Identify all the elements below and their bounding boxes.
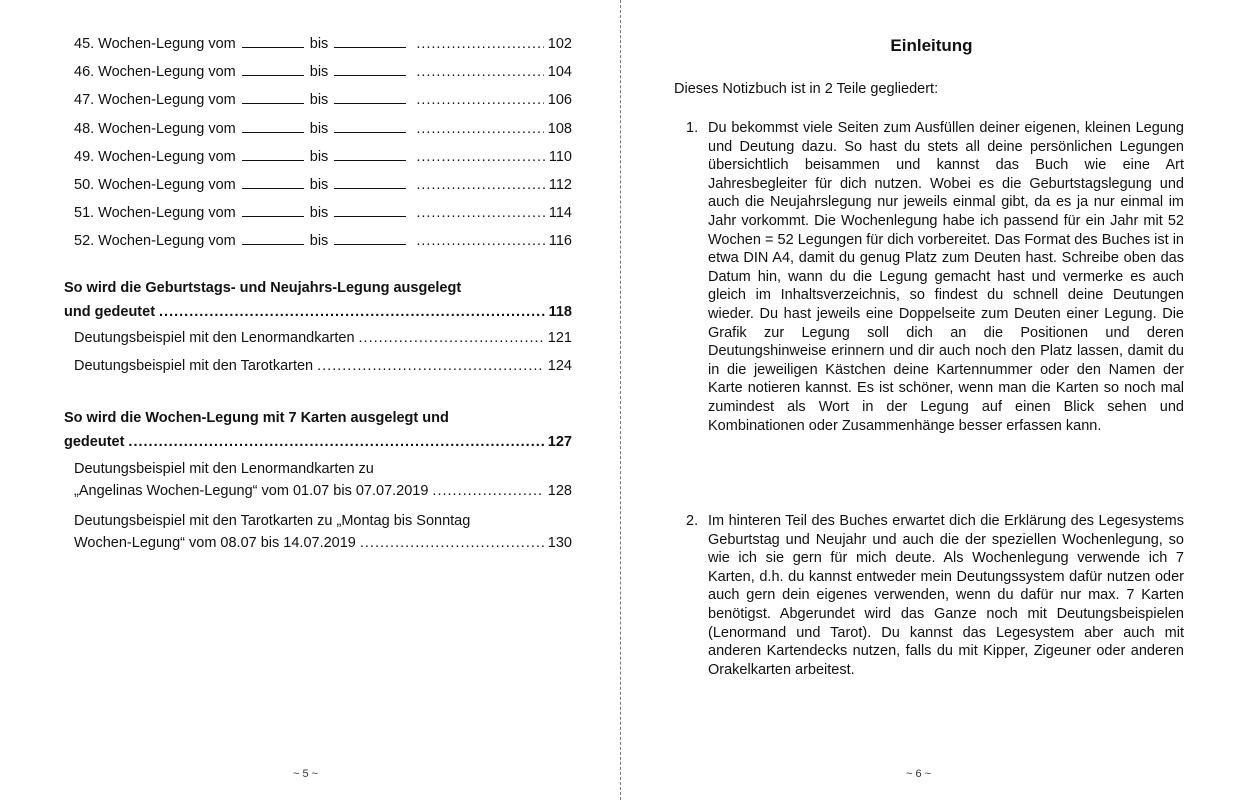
dot-leader — [159, 300, 545, 324]
date-to-blank — [334, 36, 406, 48]
toc-entry-lenormand-example — [64, 324, 572, 352]
date-from-blank — [242, 64, 304, 76]
list-item — [686, 119, 1184, 435]
dot-leader — [359, 324, 544, 352]
table-of-contents — [64, 36, 572, 554]
left-page — [0, 0, 620, 800]
dot-leader — [317, 352, 544, 380]
date-to-blank — [334, 121, 406, 133]
toc-section-week-layout — [64, 406, 572, 454]
toc-page-number: 106 — [547, 92, 572, 109]
toc-entry-label: Deutungsbeispiel mit den Lenormandkarten — [74, 329, 355, 346]
toc-section-title-line2: gedeutet — [64, 433, 125, 450]
toc-entry-label-line2: „Angelinas Wochen-Legung“ vom 01.07 bis 07.07.2019 — [74, 482, 429, 499]
bis-label: bis — [309, 205, 329, 222]
dot-leader — [128, 430, 543, 454]
toc-page-number: 130 — [547, 534, 572, 551]
week-entry-list — [64, 36, 572, 262]
bis-label: bis — [309, 233, 329, 250]
toc-page-number: 112 — [548, 176, 572, 193]
bis-label: bis — [309, 92, 329, 109]
dot-leader — [416, 149, 545, 165]
toc-page-number: 102 — [547, 36, 572, 52]
toc-page-number: 104 — [547, 64, 572, 81]
toc-page-number: 110 — [548, 148, 572, 165]
page-number-footer: ~ 5 ~ — [293, 768, 319, 780]
toc-week-entry — [64, 92, 572, 120]
toc-entry-label: 52. Wochen-Legung vom — [74, 233, 236, 250]
toc-page-number: 127 — [547, 433, 572, 450]
toc-page-number: 121 — [547, 329, 572, 346]
date-to-blank — [334, 205, 406, 217]
bis-label: bis — [309, 64, 329, 81]
toc-entry-label: 48. Wochen-Legung vom — [74, 120, 236, 137]
dot-leader — [416, 64, 543, 80]
toc-week-entry — [64, 205, 572, 233]
toc-entry-label-line2: Wochen-Legung“ vom 08.07 bis 14.07.2019 — [74, 534, 356, 551]
date-from-blank — [242, 92, 304, 104]
toc-page-number: 116 — [548, 233, 572, 250]
dot-leader — [416, 205, 545, 221]
date-to-blank — [334, 177, 406, 189]
date-from-blank — [242, 177, 304, 189]
toc-page-number: 124 — [547, 357, 572, 374]
toc-section-title-line2: und gedeutet — [64, 303, 156, 320]
toc-week-entry — [64, 233, 572, 261]
toc-page-number: 118 — [548, 303, 572, 320]
dot-leader — [416, 92, 543, 108]
toc-section-birthday-newyear — [64, 276, 572, 324]
date-from-blank — [242, 36, 304, 48]
dot-leader — [416, 233, 545, 249]
toc-entry-label-line1: Deutungsbeispiel mit den Tarotkarten zu „Montag bis Sonntag — [74, 512, 471, 529]
intro-text: Dieses Notizbuch ist in 2 Teile gegliedert: — [674, 81, 939, 97]
toc-week-entry — [64, 149, 572, 177]
toc-entry-label: 45. Wochen-Legung vom — [74, 36, 236, 52]
toc-section-title-line1: So wird die Wochen-Legung mit 7 Karten ausgelegt und — [64, 409, 449, 426]
list-number: 1. — [686, 120, 699, 136]
list-text: Du bekommst viele Seiten zum Ausfüllen deiner eigenen, kleinen Legung und Deutung dazu. So hast du stets all deine persönlichen Legungen übersichtlich beisammen und kannst das Buch wie eine Art Jahresbegleiter für dich nutzen. Wobei es die Geburtstagslegung und auch die Neujahrslegung nur jeweils einmal gibt, da es ja nur einmal im Jahr vorkommt. Die Wochenlegung habe ich passend für ein Jahr mit 52 Wochen = 52 Legungen für dich vorbereitet. Das Format des Buches ist in etwa DIN A4, damit du genug Platz zum Deuten hast. Schreibe oben das Datum hin, wann du die Legung gemacht hast und vermerke es auch gleich im Inhaltsverzeichnis, so findest du schnell deine Deutungen wieder. Du hast jeweils eine Doppelseite zum Deuten einer Legung. Die Grafik zur Legung soll dich an die Positionen und deren Deutungshinweise erinnern und dir auch noch den Platz lassen, damit du in die jeweiligen Kästchen deine Kartennummer oder den Namen der Karte notieren kannst. Es ist schöner, wenn man die Karten so noch mal zumindest als Wort in der Legung auf einen Blick sehen und Kombinationen oder Zusammenhänge besser erfassen kann. — [708, 120, 1184, 434]
list-item — [686, 512, 1184, 679]
date-to-blank — [334, 233, 406, 245]
bis-label: bis — [309, 36, 329, 52]
dot-leader — [416, 36, 543, 52]
page-divider — [620, 0, 621, 800]
toc-entry-label: 47. Wochen-Legung vom — [74, 92, 236, 109]
right-page — [622, 0, 1241, 800]
date-to-blank — [334, 64, 406, 76]
toc-entry-label: 50. Wochen-Legung vom — [74, 176, 236, 193]
date-from-blank — [242, 121, 304, 133]
page-number-footer: ~ 6 ~ — [906, 768, 932, 780]
toc-entry-tarot-week-example — [64, 510, 572, 554]
list-text: Im hinteren Teil des Buches erwartet dich die Erklärung des Legesystems Geburtstag und Neujahr und auch die der speziellen Wochenlegung, so wie ich sie gern für mich deute. Als Wochenlegung verwende ich 7 Karten, d.h. du kannst entweder mein Deutungssystem dafür nutzen oder auch gern dein eigenes verwenden, wenn du dafür nur max. 7 Karten benötigst. Abgerundet wird das Ganze noch mit Deutungsbeispielen (Lenormand und Tarot). Du kannst das Legesystem aber auch mit anderen Kartendecks nutzen, falls du mit Kipper, Zigeuner oder anderen Orakelkarten arbeitest. — [708, 513, 1184, 678]
date-from-blank — [242, 149, 304, 161]
toc-entry-label: 51. Wochen-Legung vom — [74, 205, 236, 222]
toc-entry-label: Deutungsbeispiel mit den Tarotkarten — [74, 357, 314, 374]
toc-week-entry — [64, 121, 572, 149]
dot-leader — [416, 121, 543, 137]
toc-entry-label: 49. Wochen-Legung vom — [74, 148, 236, 165]
dot-leader — [360, 532, 544, 554]
bis-label: bis — [309, 176, 329, 193]
toc-entry-lenormand-week-example — [64, 458, 572, 502]
toc-entry-label: 46. Wochen-Legung vom — [74, 64, 236, 81]
toc-entry-tarot-example — [64, 352, 572, 380]
list-number: 2. — [686, 513, 699, 529]
toc-entry-label-line1: Deutungsbeispiel mit den Lenormandkarten zu — [74, 460, 374, 477]
date-from-blank — [242, 233, 304, 245]
bis-label: bis — [309, 148, 329, 165]
date-to-blank — [334, 92, 406, 104]
toc-page-number: 128 — [547, 482, 572, 499]
date-to-blank — [334, 149, 406, 161]
toc-page-number: 114 — [548, 205, 572, 222]
page-title: Einleitung — [890, 36, 973, 55]
date-from-blank — [242, 205, 304, 217]
bis-label: bis — [309, 120, 329, 137]
dot-leader — [432, 480, 543, 502]
toc-week-entry — [64, 36, 572, 64]
toc-week-entry — [64, 64, 572, 92]
toc-page-number: 108 — [547, 120, 572, 137]
toc-section-title-line1: So wird die Geburtstags- und Neujahrs-Legung ausgelegt — [64, 279, 462, 296]
toc-week-entry — [64, 177, 572, 205]
dot-leader — [416, 177, 545, 193]
